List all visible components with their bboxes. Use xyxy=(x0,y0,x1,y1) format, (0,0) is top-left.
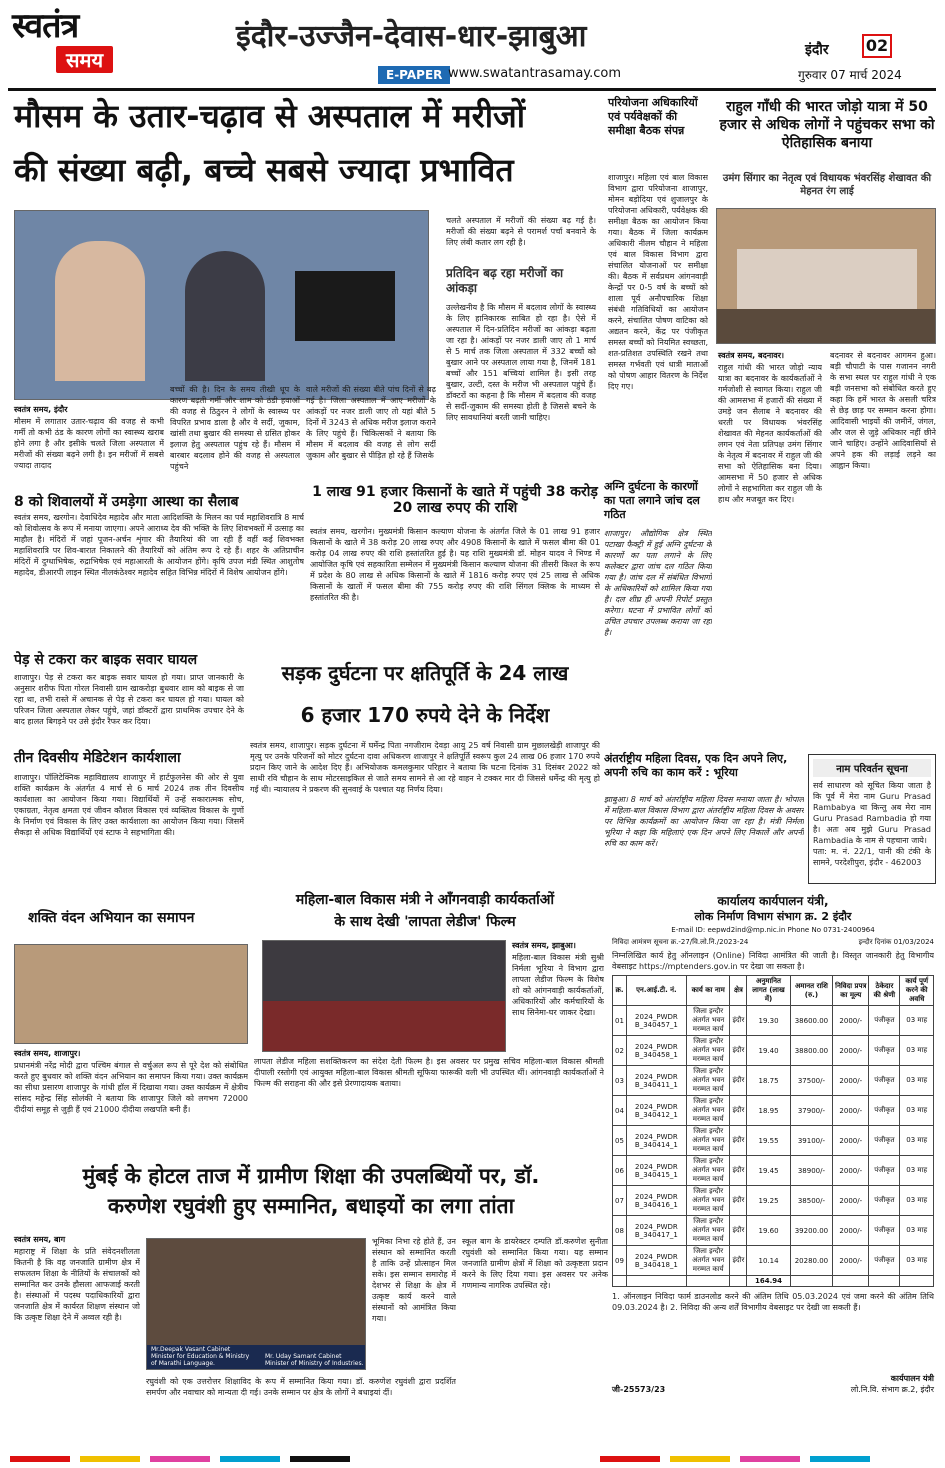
lead-body-1: मौसम में लगातार उतार-चढ़ाव की वजह से कभी गर्मी तो कभी ठंड के कारण लोगों का स्वास्थ्य खराब होने लगा है और इसीके चलते जिला अस्पताल में मरीजों की संख्या बढ़ने लगी है। इन मरीजों में सबसे ज्यादा तादाद xyxy=(14,417,164,470)
tender-cell: जिला इन्दौर अंतर्गत भवन मरम्मत कार्य xyxy=(686,1096,730,1126)
bike-title: पेड़ से टकरा कर बाइक सवार घायल xyxy=(14,652,198,668)
tender-cell: 02 xyxy=(613,1036,627,1066)
lead-photo xyxy=(14,210,429,400)
mumbai-body-2: भूमिका निभा रहे होते हैं, उन संस्थान को सम्मानित करती है ताकि उन्हें प्रोत्साहन मिल सके। इस सम्मान समारोह में देशभर से शिक्षा के क्षेत्र में उत्कृष्ट कार्य करने वाले संस्थानों को आमंत्रित किया गया। xyxy=(372,1237,456,1323)
tender-table-header xyxy=(613,976,934,1006)
tender-cell: 2000/- xyxy=(833,1246,869,1276)
mumbai-body-3: स्कूल बाग के डायरेक्टर दम्पति डॉ.करुणेश सुनीता रघुवंशी को सम्मानित किया गया। यह सम्मान जनजाति ग्रामीण क्षेत्रों में शिक्षा को उत्कृष्टता प्रदान करने के लिए दिया गया। इस अवसर पर अनेक गणमान्य नागरिक उपस्थित रहे। xyxy=(462,1237,608,1290)
tender-cell: 2000/- xyxy=(833,1156,869,1186)
tender-cell: 09 xyxy=(613,1246,627,1276)
logo-top-text: स्वतंत्र xyxy=(12,6,79,46)
rahul-body-1: राहुल गांधी की भारत जोड़ो न्याय यात्रा का बदनावर के कार्यकर्ताओं ने गर्मजोशी से स्वागत किया। राहुल जी की आमसभा में हजारों की संख्या में उमड़े जन सैलाब ने बदनावर की धरती पर विधायक भंवरसिंह शेखावत की मेहनत कार्यकर्ताओं की लगन एवं नेता प्रतिपक्ष उमंग सिंगार के नेतृत्व में बदनावर में राहुल जी की सभा को ऐतिहासिक बना दिया। आमसभा में 50 हजार से अधिक लोगों ने सहभागिता कर राहुल जी के हाथ और मजबूत कर दिए। xyxy=(718,363,822,504)
tender-cell: 2024_PWDR B_340418_1 xyxy=(626,1246,686,1276)
tender-cell: जिला इन्दौर अंतर्गत भवन मरम्मत कार्य xyxy=(686,1126,730,1156)
tender-cell: इंदौर xyxy=(730,1066,747,1096)
tender-col-header: क्षेत्र xyxy=(730,976,747,1006)
tender-cell: 19.55 xyxy=(747,1126,790,1156)
tender-cell: जिला इन्दौर अंतर्गत भवन मरम्मत कार्य xyxy=(686,1006,730,1036)
lead-headline-1: मौसम के उतार-चढ़ाव से अस्पताल में मरीजों xyxy=(14,97,526,135)
tender-col-header: निविदा प्रपत्र का मूल्य xyxy=(833,976,869,1006)
tender-cell: 2024_PWDR B_340412_1 xyxy=(626,1096,686,1126)
logo-bottom-text: समय xyxy=(56,46,113,73)
lead-body-3: वाले मरीजों की संख्या बीते पांच दिनों से बढ़ गई है। जिला अस्पताल में आए मरीजों के आंकड़ों पर नजर डाली जाए तो यहां बीते 5 दिनों में 3243 से अधिक मरीज इलाज कराने के लिए पहुंचे हैं। चिकित्सकों ने बताया कि मौसम में बदलाव की वजह से लोग सर्दी जुकाम और बुखार से पीड़ित हो रहे हैं जिसके xyxy=(306,385,436,460)
tender-cell: 03 माह xyxy=(900,1096,934,1126)
tender-cell: 2000/- xyxy=(833,1126,869,1156)
tender-cell: 06 xyxy=(613,1156,627,1186)
tender-cell: जिला इन्दौर अंतर्गत भवन मरम्मत कार्य xyxy=(686,1186,730,1216)
tender-cell: पंजीकृत xyxy=(869,1216,900,1246)
tender-cell: 20280.00 xyxy=(790,1246,832,1276)
mumbai-credit: स्वतंत्र समय, बाग xyxy=(14,1235,66,1244)
tender-intro: निम्नलिखित कार्य हेतु ऑनलाइन (Online) निविदा आमंत्रित की जाती है। विस्तृत जानकारी हेतु विभागीय वेबसाइट https://mptenders.gov.in पर देखा जा सकता है। xyxy=(612,951,934,971)
tender-cell: 2024_PWDR B_340457_1 xyxy=(626,1006,686,1036)
rahul-body-2: बदनावर से बदनावर आगमन हुआ। बड़ी चौपाटी के पास गजानन नगरी के सभा स्थल पर राहुल गांधी ने एक बड़ी जनसभा को संबोधित करते हुए कहा कि हमें भारत के असली चरित्र से छेड़ छाड़ पर सम्मान करना होगा। आदिवासी भाइयों की जमीनें, जंगल, और जल से जुड़े अधिकार नहीं छीने जाने चाहिए। उन्होंने आदिवासियों से अपने हक की लड़ाई लड़ने का आह्वान किया। xyxy=(830,351,936,470)
tender-cell xyxy=(686,1276,730,1287)
masthead-cities: इंदौर-उज्जैन-देवास-धार-झाबुआ xyxy=(236,19,587,54)
tender-cell: 2000/- xyxy=(833,1186,869,1216)
lead-body-5: उल्लेखनीय है कि मौसम में बदलाव लोगों के स्वास्थ्य के लिए हानिकारक साबित हो रहा है। ऐसे में अस्पताल में दिन-प्रतिदिन मरीजों का आंकड़ा बढ़ता जा रहा है। आंकड़ों पर नजर डाली जाए तो 1 मार्च से 5 मार्च तक जिला अस्पताल में 332 बच्चों को बुखार आने पर अस्पताल लाया गया है, जिनमें 181 बच्चों और 151 बच्चियां शामिल है। इसी तरह बुखार, उल्टी, दस्त के मरीज भी अस्पताल पहुंचे हैं। डॉक्टरों का कहना है कि मौसम में बदलाव की वजह से सर्दी-जुकाम की समस्या होती है जिससे बचने के लिए सावधानियां बरती जानी चाहिए। xyxy=(446,303,596,422)
meditation-title: तीन दिवसीय मेडिटेशन कार्यशाला xyxy=(14,750,181,766)
masthead-logo xyxy=(12,6,142,86)
tender-cell: जिला इन्दौर अंतर्गत भवन मरम्मत कार्य xyxy=(686,1216,730,1246)
accident-body: स्वतंत्र समय, शाजापुर। सड़क दुर्घटना में घर्मेन्द्र पिता नगजीराम देवड़ा आयु 25 वर्ष निवासी ग्राम मुछालखेड़ी शाजापुर की मृत्यु पर उनके परिजनों को मोटर दुर्घटना दावा अधिकरण शाजापुर ने क्षतिपूर्ति स्वरूप कुल 24 लाख 06 हजार 170 रुपये प्रदान किए जाने के आदेश दिए हैं। अभियोजक कमलकुमार परिहार ने बताया कि घटना दिनांक 31 दिसंबर 2022 को साथी रवि चौहान के साथ मोटरसाइकिल से जाते समय सामने से आ रहे वाहन ने टक्कर मार दी जिससे धर्मेन्द्र की मृत्यु हो गई थी। न्यायालय ने प्रकरण की सुनवाई के पश्चात यह निर्णय दिया। xyxy=(250,741,600,794)
lead-body-4: चलते अस्पताल में मरीजों की संख्या बढ़ गई है। मरीजों की संख्या बढ़ने से परामर्श पर्चा बनवाने के लिए लंबी कतार लग रही है। xyxy=(446,216,596,247)
color-registration-strip xyxy=(0,1452,945,1468)
lead-subhead: प्रतिदिन बढ़ रहा मरीजों का आंकड़ा xyxy=(446,266,564,295)
fire-body: शाजापुर। औद्योगिक क्षेत्र स्थित पटाखा फैक्ट्री में हुई अग्नि दुर्घटना के कारणों का पता लगाने के लिए कलेक्टर द्वारा जांच दल गठित किया गया है। जांच दल में संबंधित विभागों के अधिकारियों को शामिल किया गया है। दल शीघ्र ही अपनी रिपोर्ट प्रस्तुत करेगा। घटना में प्रभावित लोगों को उचित उपचार उपलब्ध कराया जा रहा है। xyxy=(604,529,712,637)
mumbai-photo xyxy=(146,1238,366,1370)
tender-cell: जिला इन्दौर अंतर्गत भवन मरम्मत कार्य xyxy=(686,1066,730,1096)
tender-cell: इंदौर xyxy=(730,1006,747,1036)
tender-cell: 2024_PWDR B_340458_1 xyxy=(626,1036,686,1066)
tender-cell: 2024_PWDR B_340416_1 xyxy=(626,1186,686,1216)
tender-cell: 37900/- xyxy=(790,1096,832,1126)
kisan-body: स्वतंत्र समय, खरगोन। मुख्यमंत्री किसान कल्याण योजना के अंतर्गत जिले के 01 लाख 91 हजार किसानों के खाते में 38 करोड़ 20 लाख रुपए और 4908 किसानों के खाते में फसल बीमा की 01 करोड़ 04 लाख रुपए की राशि हस्तांतरित हुई है। यह राशि मुख्यमंत्री डॉ. मोहन यादव ने भिण्ड में आयोजित कृषि एवं सहकारिता सम्मेलन में मुख्यमंत्री किसान कल्याण योजना की तीसरी किश्त के रूप में प्रदेश के 80 लाख से अधिक किसानों के खाते में 1816 करोड़ रुपए एवं 25 लाख से अधिक किसानों के खातों में फसल बीमा की 755 करोड़ रुपए की राशि सिंगल क्लिक के माध्यम से हस्तांतरित की है। xyxy=(310,527,600,602)
shivalay-body: स्वतंत्र समय, खरगोन। देवाधिदेव महादेव और माता आदिशक्ति के मिलन का पर्व महाशिवरात्रि 8 मार्च को शिवोत्सव के रूप में मनाया जाएगा। अपने आराध्य देव की भक्ति के लिए शिवभक्तों में उत्साह का माहौल है। मंदिरों में जहां पूजन-अर्चन शृंगार की तैयारियां की जा रही हैं वहीं कई शिवभक्त महाशिवरात्रि पर शिव-बारात निकालने की तैयारियों को अंतिम रूप दे रहे हैं। शहर के अतिप्राचीन मंदिरों में दुग्धाभिषेक, रुद्राभिषेक एवं महाआरती के आयोजन होंगे। कृषि उपज मंडी स्थित आशुतोष महादेव, डीआरपी लाइन स्थित नीलकंठेश्वर महादेव सहित विभिन्न मंदिरों में विशेष आयोजन होंगे। xyxy=(14,513,304,577)
tender-cell xyxy=(869,1276,900,1287)
mumbai-title-1: मुंबई के होटल ताज में ग्रामीण शिक्षा की उपलब्धियों पर, डॉ. xyxy=(82,1164,540,1188)
lead-credit: स्वतंत्र समय, इंदौर xyxy=(14,405,68,414)
tender-cell: 03 माह xyxy=(900,1246,934,1276)
tender-cell: पंजीकृत xyxy=(869,1246,900,1276)
lead-body-2: बच्चों की है। दिन के समय तीखी धूप के कारण बढ़ती गर्मी और शाम को ठंडी हवाओं की वजह से ठिठुरन ने लोगों के स्वास्थ्य पर विपरित प्रभाव डाला है और वे सर्दी, जुकाम, खांसी तथा बुखार की समस्या से ग्रसित होकर इलाज हेतु अस्पताल पहुंच रहे हैं। मौसम में बारबार बदलाव होने की वजह से अस्पताल पहुंचने xyxy=(170,385,300,471)
tender-cell: 39100/- xyxy=(790,1126,832,1156)
shivalay-title: 8 को शिवालयों में उमड़ेगा आस्था का सैलाब xyxy=(14,494,239,510)
tender-cell: 05 xyxy=(613,1126,627,1156)
tender-footer-notes: 1. ऑनलाइन निविदा फार्म डाउनलोड करने की अंतिम तिथि 05.03.2024 एवं जमा करने की अंतिम तिथि 09.03.2024 है। 2. निविदा की अन्य शर्तें विभागीय वेबसाइट पर देखी जा सकती हैं। xyxy=(612,1292,934,1312)
tender-row xyxy=(613,1126,934,1156)
tender-col-header: अमानत राशि (रु.) xyxy=(790,976,832,1006)
tender-cell: 08 xyxy=(613,1216,627,1246)
tender-subtitle: लोक निर्माण विभाग संभाग क्र. 2 इंदौर xyxy=(694,910,852,923)
tender-row xyxy=(613,1216,934,1246)
tender-cell xyxy=(613,1276,627,1287)
tender-cell: 39200.00 xyxy=(790,1216,832,1246)
tender-total-row xyxy=(613,1276,934,1287)
tender-cell: 19.25 xyxy=(747,1186,790,1216)
tender-cell: जिला इन्दौर अंतर्गत भवन मरम्मत कार्य xyxy=(686,1036,730,1066)
lapata-title-2: के साथ देखी 'लापता लेडीज' फिल्म xyxy=(334,914,516,930)
tender-cell: इंदौर xyxy=(730,1216,747,1246)
tender-cell: 19.45 xyxy=(747,1156,790,1186)
fire-title: अग्नि दुर्घटना के कारणों का पता लगाने जांच दल गठित xyxy=(604,480,700,521)
tender-notice xyxy=(612,892,934,1448)
review-title: परियोजना अधिकारियों एवं पर्यवेक्षकों की समीक्षा बैठक संपन्न xyxy=(608,96,698,137)
tender-cell: 19.40 xyxy=(747,1036,790,1066)
tender-notice-date: इन्दौर दिनांक 01/03/2024 xyxy=(858,938,934,946)
tender-ref: जी-25573/23 xyxy=(612,1385,666,1394)
tender-cell: 38900/- xyxy=(790,1156,832,1186)
tender-cell: 2000/- xyxy=(833,1036,869,1066)
tender-cell: 19.60 xyxy=(747,1216,790,1246)
tender-total: 164.94 xyxy=(747,1276,790,1287)
mumbai-body-1: महाराष्ट्र में शिक्षा के प्रति संवेदनशीलता कितनी है कि वह जनजाति ग्रामीण क्षेत्र में सफलतम शिक्षा के नीतियों के संचालकों को सम्मानित कर उनके हौसला आफजाई करती है। संस्थाओं में पदस्थ पदाधिकारियों द्वारा जनजाति क्षेत्र में कार्यरत शिक्षण संस्थान जो कि उत्कृष्ट शिक्षा देने में अव्वल रही है। xyxy=(14,1247,140,1322)
tender-cell: जिला इन्दौर अंतर्गत भवन मरम्मत कार्य xyxy=(686,1156,730,1186)
tender-cell: पंजीकृत xyxy=(869,1006,900,1036)
intl-title: अंतर्राष्ट्रीय महिला दिवस, एक दिन अपने लिए, अपनी रुचि का काम करें : भूरिया xyxy=(604,752,788,779)
tender-col-header: एन.आई.टी. नं. xyxy=(626,976,686,1006)
tender-email: E-mail ID: eepwd2ind@mp.nic.in Phone No 0731-2400964 xyxy=(671,926,875,934)
tender-cell: पंजीकृत xyxy=(869,1126,900,1156)
mumbai-body-4: रघुवंशी को एक उत्तरोत्तर शिक्षाविद के रूप में सम्मानित किया गया। डॉ. करुणेश रघुवंशी द्वारा प्रदर्शित समर्पण और नवाचार को मान्यता दी गई। उनके सम्मान पर क्षेत्र के लोगों ने बधाइयां दीं। xyxy=(146,1377,456,1397)
tender-cell: 03 xyxy=(613,1066,627,1096)
name-change-body: सर्व साधारण को सूचित किया जाता है कि पूर्व में मेरा नाम Guru Prasad Rambabya था किन्तु अब मेरा नाम Guru Prasad Rambadia हो गया है। अतः अब मुझे Guru Prasad Rambadia के नाम से पहचाना जाये। xyxy=(813,781,931,845)
tender-title: कार्यालय कार्यपालन यंत्री, xyxy=(717,894,829,908)
page-number: 02 xyxy=(862,34,892,58)
tender-cell xyxy=(790,1276,832,1287)
tender-cell: इंदौर xyxy=(730,1246,747,1276)
tender-cell: 18.95 xyxy=(747,1096,790,1126)
tender-cell: 37500/- xyxy=(790,1066,832,1096)
tender-cell: पंजीकृत xyxy=(869,1036,900,1066)
lapata-title-1: महिला-बाल विकास मंत्री ने आँगनवाड़ी कार्यकर्ताओं xyxy=(295,892,555,908)
masthead-rule xyxy=(8,88,936,91)
tender-row xyxy=(613,1066,934,1096)
tender-cell: 03 माह xyxy=(900,1156,934,1186)
tender-row xyxy=(613,1036,934,1066)
intl-body: झाबुआ। 8 मार्च को अंतर्राष्ट्रीय महिला दिवस मनाया जाता है। भोपाल में महिला-बाल विकास विभाग द्वारा अंतर्राष्ट्रीय महिला दिवस के अवसर पर विभिन्न कार्यक्रमों का आयोजन किया जा रहा है। मंत्री निर्मला भूरिया ने कहा कि महिलाएं एक दिन अपने लिए निकालें और अपनी रुचि का काम करें। xyxy=(604,795,804,848)
tender-cell: 03 माह xyxy=(900,1006,934,1036)
tender-cell: 38800.00 xyxy=(790,1036,832,1066)
tender-col-header: कार्य का नाम xyxy=(686,976,730,1006)
tender-cell: पंजीकृत xyxy=(869,1156,900,1186)
tender-cell: पंजीकृत xyxy=(869,1186,900,1216)
tender-cell: 2000/- xyxy=(833,1066,869,1096)
tender-cell: पंजीकृत xyxy=(869,1096,900,1126)
tender-cell: इंदौर xyxy=(730,1126,747,1156)
tender-cell xyxy=(833,1276,869,1287)
tender-row xyxy=(613,1006,934,1036)
tender-cell: 03 माह xyxy=(900,1036,934,1066)
bike-body: शाजापुर। पेड़ से टकरा कर बाइक सवार घायल हो गया। प्राप्त जानकारी के अनुसार शरीफ पिता गोरल निवासी ग्राम खाकरोड़ा बुधवार शाम को बाइक से जा रहा था, तभी रास्ते में अचानक से पेड़ से टकरा कर घायल हो गया। घायल को परिजन जिला अस्पताल लेकर पहुंचे, जहां डॉक्टरों द्वारा प्राथमिक उपचार देने के बाद हालत बिगड़ने पर उसे इंदौर रैफर कर दिया। xyxy=(14,673,244,726)
meditation-body: शाजापुर। पॉलिटेक्निक महाविद्यालय शाजापुर में हार्टफुलनेस की ओर से युवा शक्ति कार्यक्रम के अंतर्गत 4 मार्च से 6 मार्च 2024 तक तीन दिवसीय कार्यशाला का आयोजन किया गया। विद्यार्थियों में उन्हें सकारात्मक सोच, एकाग्रता, नेतृत्व क्षमता एवं जीवन कौशल विकास एवं व्यक्तित्व विकास के गुणों के निर्माण एवं विकास के लिए उक्त कार्यशाला का आयोजन किया गया। जिसमें सैकड़ा से अधिक विद्यार्थियों एवं स्टाफ ने सहभागिता की। xyxy=(14,773,244,837)
tender-cell: 03 माह xyxy=(900,1066,934,1096)
shakti-photo xyxy=(14,944,248,1044)
name-change-address: पता: म. नं. 22/1, पानी की टंकी के सामने, परदेशीपुरा, इंदौर - 462003 xyxy=(813,847,931,867)
tender-cell: 19.30 xyxy=(747,1006,790,1036)
tender-cell: इंदौर xyxy=(730,1186,747,1216)
tender-cell: 2024_PWDR B_340414_1 xyxy=(626,1126,686,1156)
tender-cell: 10.14 xyxy=(747,1246,790,1276)
tender-col-header: क्र. xyxy=(613,976,627,1006)
tender-cell xyxy=(730,1276,747,1287)
lapata-body-1: महिला-बाल विकास मंत्री सुश्री निर्मला भूरिया ने विभाग द्वारा लापता लेडीज फिल्म के विशेष शो को आंगनवाड़ी कार्यकर्ताओं, अधिकारियों और कर्मचारियों के साथ सिनेमा-घर जाकर देखा। xyxy=(512,953,604,1017)
lapata-body-2: लापता लेडीज महिला सशक्तिकरण का संदेश देती फिल्म है। इस अवसर पर प्रमुख सचिव महिला-बाल विकास श्रीमती दीपाली रस्तोगी एवं आयुक्त महिला-बाल विकास श्रीमती सूफिया फारूकी वली भी उपस्थित थीं। आंगनवाड़ी कार्यकर्ताओं ने फिल्म की सराहना की और इसे प्रेरणादायक बताया। xyxy=(254,1057,604,1088)
tender-cell: पंजीकृत xyxy=(869,1066,900,1096)
tender-cell xyxy=(900,1276,934,1287)
name-change-box xyxy=(808,754,936,884)
accident-title-2: 6 हजार 170 रुपये देने के निर्देश xyxy=(300,703,550,727)
name-change-title: नाम परिवर्तन सूचना xyxy=(813,759,931,777)
tender-row xyxy=(613,1096,934,1126)
tender-cell: इंदौर xyxy=(730,1096,747,1126)
lapata-credit: स्वतंत्र समय, झाबुआ। xyxy=(512,941,576,950)
mumbai-title-2: करुणेश रघुवंशी हुए सम्मानित, बधाइयों का लगा तांता xyxy=(107,1194,515,1218)
tender-cell: 03 माह xyxy=(900,1186,934,1216)
rahul-photo xyxy=(716,208,936,344)
tender-sign-2: लो.नि.वि. संभाग क्र.2, इंदौर xyxy=(850,1385,934,1394)
tender-cell: 2000/- xyxy=(833,1006,869,1036)
accident-title-1: सड़क दुर्घटना पर क्षतिपूर्ति के 24 लाख xyxy=(281,661,569,685)
review-body: शाजापुर। महिला एवं बाल विकास विभाग द्वारा परियोजना शाजापुर, मोमन बड़ोदिया एवं शुजालपुर के परियोजना अधिकारी, पर्यवेक्षक की समीक्षा बैठक का आयोजन किया गया। बैठक में जिला कार्यक्रम अधिकारी नीलम चौहान ने महिला एवं बाल विकास विभाग द्वारा संचालित योजनाओं पर समीक्षा की। बैठक में सर्वप्रथम आंगनवाड़ी केन्द्रों पर 0-5 वर्ष के बच्चों को शाला पूर्व अनौपचारिक शिक्षा संबंधी गतिविधियों का आयोजन करने, संचालित पोषण वाटिका को अद्यतन करने, केंद्र पर पंजीकृत समस्त बच्चों को नियमित स्वच्छता, शत-प्रतिशत उपस्थिति रखने तथा समस्त गर्भवती एवं धात्री माताओं को पोषण आहार वितरण के निर्देश दिए गए। xyxy=(608,173,708,391)
kisan-title: 1 लाख 91 हजार किसानों के खाते में पहुंची 38 करोड़ 20 लाख रुपए की राशि xyxy=(312,484,598,517)
epaper-badge: E-PAPER xyxy=(378,66,450,84)
mumbai-caption-1: Mr.Deepak Vasant Cabinet Minister for Education & Ministry of Marathi Language. xyxy=(151,1346,250,1367)
tender-cell: 01 xyxy=(613,1006,627,1036)
tender-table xyxy=(612,975,934,1287)
tender-cell: 2000/- xyxy=(833,1216,869,1246)
tender-cell: 07 xyxy=(613,1186,627,1216)
tender-cell: 2000/- xyxy=(833,1096,869,1126)
tender-cell: 38500/- xyxy=(790,1186,832,1216)
tender-sign-1: कार्यपालन यंत्री xyxy=(890,1374,934,1383)
tender-cell xyxy=(626,1276,686,1287)
tender-row xyxy=(613,1186,934,1216)
rahul-title: राहुल गाँधी की भारत जोड़ो यात्रा में 50 हजार से अधिक लोगों ने पहुंचकर सभा को ऐतिहासिक बनाया xyxy=(719,99,935,151)
mumbai-caption-2: Mr. Uday Samant Cabinet Minister of Ministry of Industries. xyxy=(265,1353,364,1367)
edition-city: इंदौर xyxy=(805,42,829,58)
tender-cell: 2024_PWDR B_340411_1 xyxy=(626,1066,686,1096)
rahul-credit: स्वतंत्र समय, बदनावर। xyxy=(718,351,785,360)
tender-notice-no: निविदा आमंत्रण सूचना क्र.-27/वि.लो.नि./2023-24 xyxy=(612,938,749,946)
tender-cell: 04 xyxy=(613,1096,627,1126)
tender-col-header: कार्य पूर्ण करने की अवधि xyxy=(900,976,934,1006)
tender-cell: इंदौर xyxy=(730,1156,747,1186)
tender-cell: 38600.00 xyxy=(790,1006,832,1036)
edition-date: गुरुवार 07 मार्च 2024 xyxy=(798,68,902,82)
tender-row xyxy=(613,1246,934,1276)
shakti-body: प्रधानमंत्री नरेंद्र मोदी द्वारा पश्चिम बंगाल से वर्चुअल रूप से पूरे देश को संबोधित करते हुए बुधवार को शक्ति वंदन अभियान का समापन किया गया। उक्त कार्यक्रम का सीधा प्रसारण शाजापुर के गांधी हॉल में दिखाया गया। उक्त कार्यक्रम में क्षेत्रीय सांसद महेन्द्र सिंह सोलंकी ने बताया कि शाजापुर जिले को लगभग 72000 दीदीयां समूह से जुड़ी हैं एवं 21000 दीदीया लखपति बनी हैं। xyxy=(14,1061,248,1114)
website-link[interactable]: www.swatantrasamay.com xyxy=(448,66,622,81)
shakti-credit: स्वतंत्र समय, शाजापुर। xyxy=(14,1049,81,1058)
tender-col-header: अनुमानित लागत (लाख में) xyxy=(747,976,790,1006)
tender-row xyxy=(613,1156,934,1186)
tender-cell: 03 माह xyxy=(900,1216,934,1246)
lapata-photo xyxy=(262,940,506,1052)
tender-cell: 2024_PWDR B_340415_1 xyxy=(626,1156,686,1186)
tender-cell: 2024_PWDR B_340417_1 xyxy=(626,1216,686,1246)
tender-cell: 03 माह xyxy=(900,1126,934,1156)
tender-cell: 18.75 xyxy=(747,1066,790,1096)
shakti-title: शक्ति वंदन अभियान का समापन xyxy=(28,910,195,926)
lead-headline-2: की संख्या बढ़ी, बच्चे सबसे ज्यादा प्रभावित xyxy=(14,151,514,189)
rahul-subtitle: उमंग सिंगार का नेतृत्व एवं विधायक भंवरसिंह शेखावत की मेहनत रंग लाई xyxy=(722,173,932,197)
tender-cell: जिला इन्दौर अंतर्गत भवन मरम्मत कार्य xyxy=(686,1246,730,1276)
tender-col-header: ठेकेदार की श्रेणी xyxy=(869,976,900,1006)
tender-cell: इंदौर xyxy=(730,1036,747,1066)
